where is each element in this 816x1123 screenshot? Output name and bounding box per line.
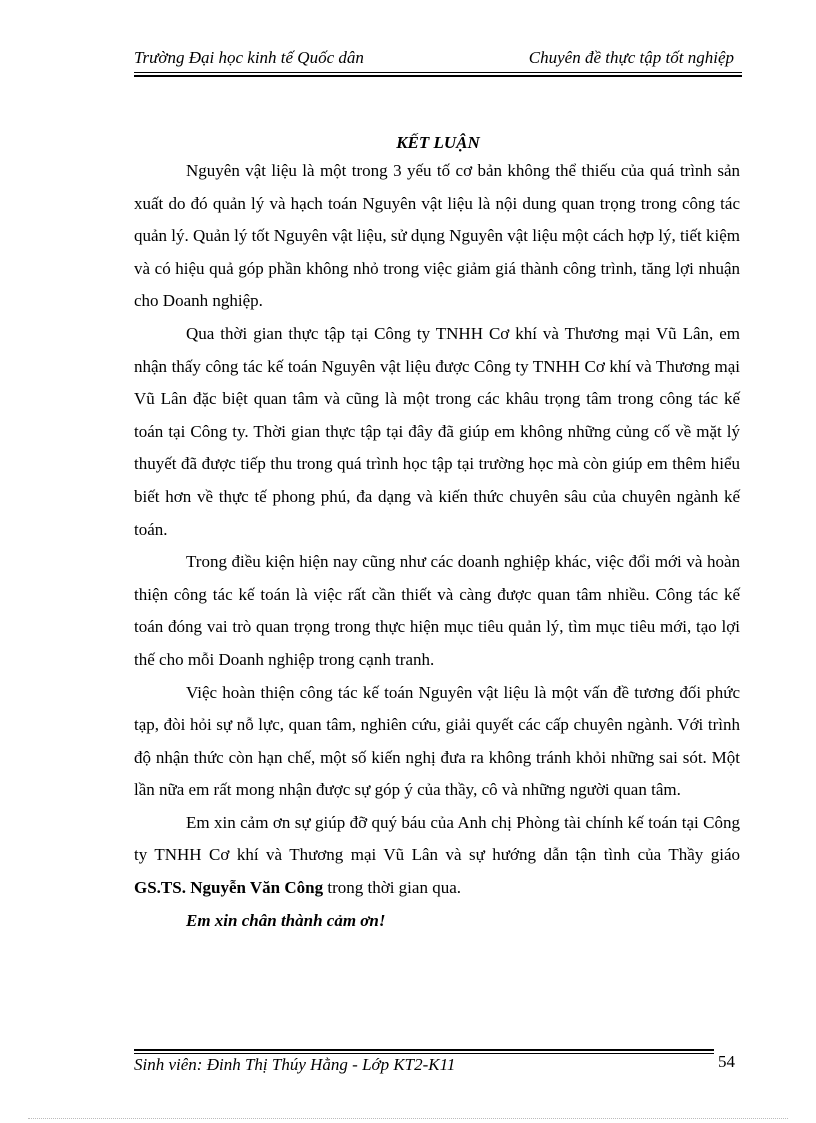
section-title: KẾT LUẬN <box>396 133 480 152</box>
closing-thanks: Em xin chân thành cảm ơn! <box>186 910 386 930</box>
footer-student: Sinh viên: Đinh Thị Thúy Hằng - Lớp KT2-K11 <box>134 1055 456 1074</box>
header-rule <box>134 72 742 73</box>
ack-text-after: trong thời gian qua. <box>323 878 461 898</box>
page-header <box>134 48 742 72</box>
footer-rule <box>134 1053 714 1054</box>
advisor-name: GS.TS. Nguyễn Văn Công <box>134 878 324 898</box>
paragraph-acknowledgement <box>134 807 740 905</box>
footer-rule-thick <box>134 1049 714 1051</box>
header-university: Trường Đại học kinh tế Quốc dân <box>134 48 364 67</box>
paragraph: Qua thời gian thực tập tại Công ty TNHH Cơ khí và Thương mại Vũ Lân, em nhận thấy công tác kế toán Nguyên vật liệu được Công ty TNHH Cơ khí và Thương mại Vũ Lân đặc biệt quan tâm và cũng là một trong các khâu trọng tâm trong công tác kế toán tại Công ty. Thời gian thực tập tại đây đã giúp em không những củng cố về mặt lý thuyết đã được tiếp thu trong quá trình học tập tại trường học mà còn giúp em thêm hiểu biết hơn về thực tế phong phú, đa dạng và kiến thức chuyên sâu của chuyên ngành kế toán. <box>134 323 740 539</box>
paragraph: Trong điều kiện hiện nay cũng như các doanh nghiệp khác, việc đổi mới và hoàn thiện công tác kế toán là việc rất cần thiết và càng được quan tâm nhiều. Công tác kế toán đóng vai trò quan trọng trong thực hiện mục tiêu quản lý, tìm mục tiêu mới, tạo lợi thế cho mỗi Doanh nghiệp trong cạnh tranh. <box>134 552 740 669</box>
document-body <box>134 155 740 937</box>
header-rule-thick <box>134 75 742 77</box>
paragraph: Việc hoàn thiện công tác kế toán Nguyên vật liệu là một vấn đề tương đối phức tạp, đòi hỏi sự nỗ lực, quan tâm, nghiên cứu, giải quyết các cấp chuyên ngành. Với trình độ nhận thức còn hạn chế, một số kiến nghị đưa ra không tránh khỏi những sai sót. Một lần nữa em rất mong nhận được sự góp ý của thầy, cô và những người quan tâm. <box>134 682 740 800</box>
header-report-title: Chuyên đề thực tập tốt nghiệp <box>528 48 734 67</box>
paragraph: Nguyên vật liệu là một trong 3 yếu tố cơ bản không thể thiếu của quá trình sản xuất do đó quản lý và hạch toán Nguyên vật liệu là nội dung quan trọng trong công tác quản lý. Quản lý tốt Nguyên vật liệu, sử dụng Nguyên vật liệu một cách hợp lý, tiết kiệm và có hiệu quả góp phần không nhỏ trong việc giảm giá thành công trình, tăng lợi nhuận cho Doanh nghiệp. <box>134 161 741 311</box>
ack-text-before: Em xin cảm ơn sự giúp đỡ quý báu của Anh chị Phòng tài chính kế toán tại Công ty TNHH Cơ khí và Thương mại Vũ Lân và sự hướng dẫn tận tình của Thầy giáo <box>134 812 740 865</box>
page-edge-dots <box>28 1118 788 1119</box>
page-number: 54 <box>718 1052 735 1071</box>
